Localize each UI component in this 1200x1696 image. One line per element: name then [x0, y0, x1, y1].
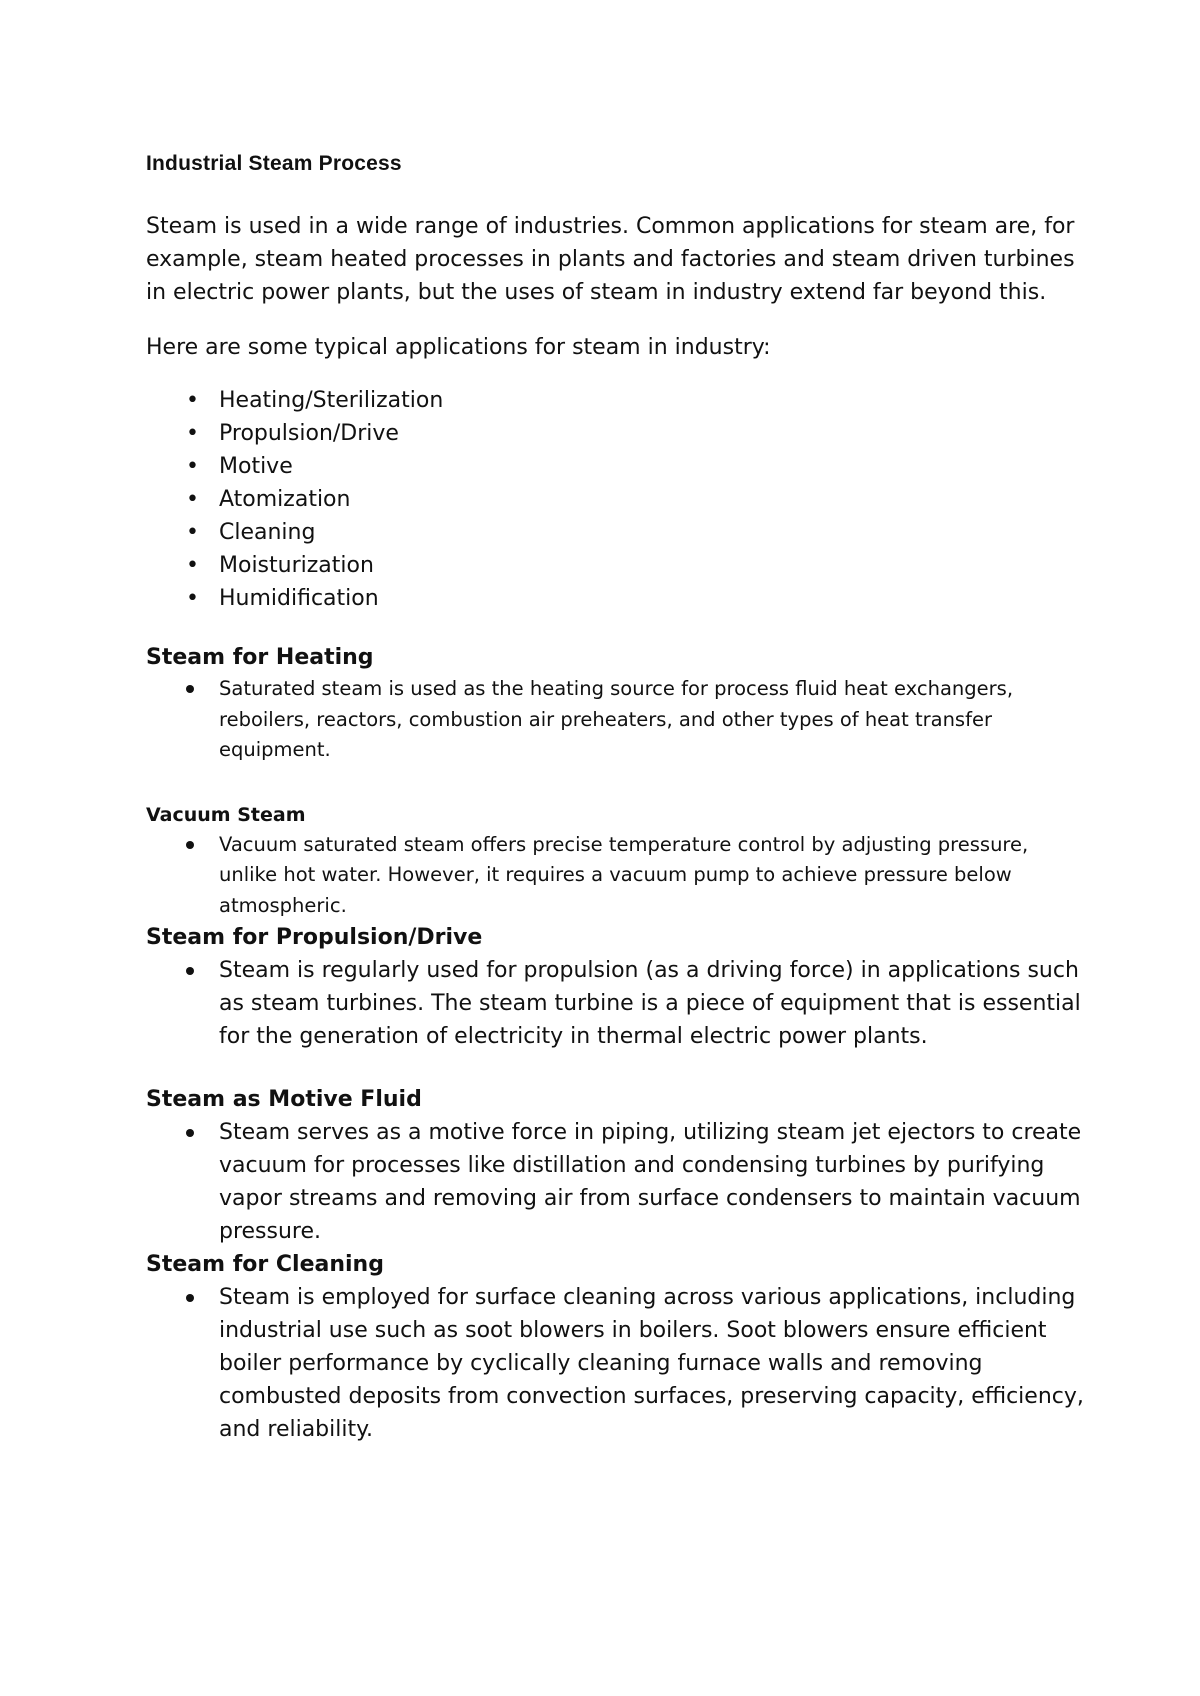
list-item: • Heating/Sterilization — [146, 384, 1086, 417]
section-list-propulsion — [146, 954, 1086, 1053]
bullet-icon: • — [186, 520, 199, 545]
bullet-icon: • — [186, 553, 199, 578]
bullet-icon — [186, 685, 194, 693]
spacer — [146, 766, 1086, 800]
applications-lead: Here are some typical applications for steam in industry: — [146, 335, 771, 360]
bullet-icon: • — [186, 487, 199, 512]
bullet-icon — [186, 1294, 194, 1302]
bullet-icon: • — [186, 421, 199, 446]
section-heading-motive: Steam as Motive Fluid — [146, 1087, 422, 1112]
document-title: Industrial Steam Process — [146, 152, 402, 175]
list-item: Steam is employed for surface cleaning across various applications, including industrial use such as soot blowers in boilers. Soot blowers ensure efficient boiler performance by cyclically cleaning furnace walls and removing combusted deposits from convection surfaces, preserving capacity, efficiency, and reliability. — [146, 1281, 1086, 1446]
section-heading-cleaning: Steam for Cleaning — [146, 1252, 384, 1277]
list-item: • Motive — [146, 450, 1086, 483]
list-item: Saturated steam is used as the heating source for process fluid heat exchangers, reboilers, reactors, combustion air preheaters, and other types of heat transfer equipment. — [146, 674, 1086, 766]
list-item: • Humidification — [146, 582, 1086, 615]
section-list-heating — [146, 674, 1086, 766]
list-item: • Moisturization — [146, 549, 1086, 582]
spacer — [146, 1053, 1086, 1083]
list-item: • Propulsion/Drive — [146, 417, 1086, 450]
section-list-vacuum — [146, 830, 1086, 922]
section-list-cleaning — [146, 1281, 1086, 1446]
section-heading-heating: Steam for Heating — [146, 645, 374, 670]
section-list-motive — [146, 1116, 1086, 1248]
list-item: • Cleaning — [146, 516, 1086, 549]
bullet-icon: • — [186, 586, 199, 611]
bullet-icon — [186, 967, 194, 975]
list-item: Vacuum saturated steam offers precise temperature control by adjusting pressure, unlike hot water. However, it requires a vacuum pump to achieve pressure below atmospheric. — [146, 830, 1086, 922]
bullet-icon: • — [186, 454, 199, 479]
section-heading-propulsion: Steam for Propulsion/Drive — [146, 925, 483, 950]
bullet-icon — [186, 1129, 194, 1137]
bullet-icon — [186, 841, 194, 849]
list-item: Steam serves as a motive force in piping, utilizing steam jet ejectors to create vacuum for processes like distillation and condensing turbines by purifying vapor streams and removing air from surface condensers to maintain vacuum pressure. — [146, 1116, 1086, 1248]
list-item: Steam is regularly used for propulsion (as a driving force) in applications such as steam turbines. The steam turbine is a piece of equipment that is essential for the generation of electricity in thermal electric power plants. — [146, 954, 1086, 1053]
applications-list — [146, 384, 1086, 615]
list-item: • Atomization — [146, 483, 1086, 516]
document-page — [146, 150, 1086, 1446]
bullet-icon: • — [186, 388, 199, 413]
section-heading-vacuum: Vacuum Steam — [146, 803, 306, 826]
intro-paragraph: Steam is used in a wide range of industries. Common applications for steam are, for example, steam heated processes in plants and factories and steam driven turbines in electric power plants, but the uses of steam in industry extend far beyond this. — [146, 214, 1075, 305]
